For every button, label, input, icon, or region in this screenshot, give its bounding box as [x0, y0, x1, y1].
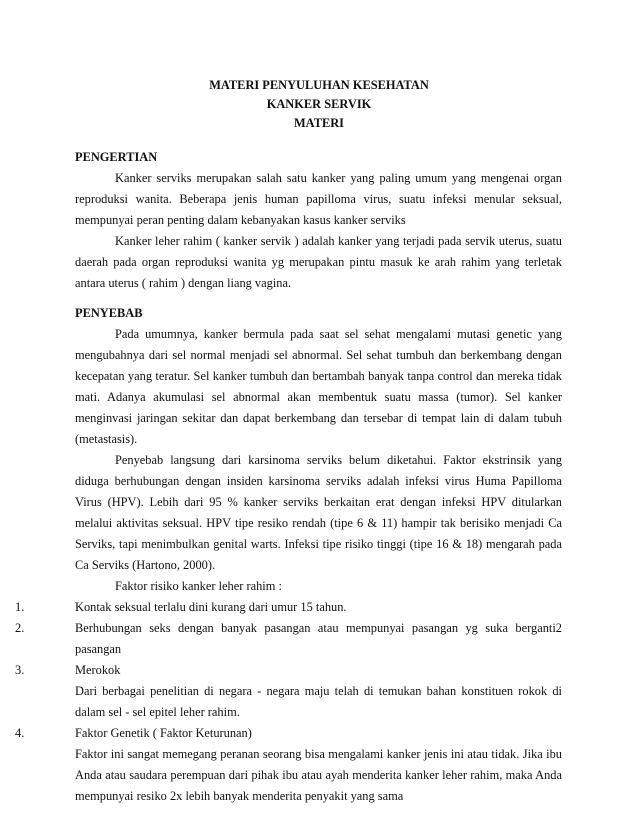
list-item-number: 2.: [15, 621, 25, 635]
list-item-number: 3.: [15, 663, 25, 677]
penyebab-paragraph-2: Penyebab langsung dari karsinoma serviks belum diketahui. Faktor ekstrinsik yang diduga berhubungan dengan insiden karsinoma serviks adalah infeksi virus Huma Papilloma Virus (HPV). Lebih dari 95 % kanker serviks berkaitan erat dengan infeksi HPV ditularkan melalui aktivitas seksual. HPV tipe resiko rendah (tipe 6 & 11) hampir tak berisiko menjadi Ca Serviks, tapi menimbulkan genital warts. Infeksi tipe risiko tinggi (tipe 16 & 18) mengarah pada Ca Serviks (Hartono, 2000).: [75, 453, 562, 572]
section-heading-pengertian: PENGERTIAN: [75, 150, 158, 164]
document-title-block: [0, 76, 638, 133]
pengertian-paragraph-2: Kanker leher rahim ( kanker servik ) adalah kanker yang terjadi pada servik uterus, suatu daerah pada organ reproduksi wanita yg merupakan pintu masuk ke arah rahim yang terletak antara uterus ( rahim ) dengan liang vagina.: [75, 234, 562, 290]
title-line-2: KANKER SERVIK: [266, 97, 372, 111]
risk-factors-intro: Faktor risiko kanker leher rahim :: [115, 579, 282, 593]
title-line-1: MATERI PENYULUHAN KESEHATAN: [209, 78, 429, 92]
section-heading-penyebab: PENYEBAB: [75, 306, 143, 320]
list-item-number: 4.: [15, 726, 25, 740]
list-item-text: Merokok: [75, 663, 121, 677]
list-item: [15, 618, 562, 660]
list-item: [15, 660, 562, 723]
list-item-text: Kontak seksual terlalu dini kurang dari umur 15 tahun.: [75, 600, 347, 614]
title-line-3: MATERI: [293, 116, 345, 130]
list-item-number: 1.: [15, 600, 25, 614]
list-item-detail: Faktor ini sangat memegang peranan seorang bisa mengalami kanker jenis ini atau tidak. Jika ibu Anda atau saudara perempuan dari pihak ibu atau ayah menderita kanker leher rahim, maka Anda mempunyai resiko 2x lebih banyak menderita penyakit yang sama: [75, 747, 562, 803]
list-item-detail: Dari berbagai penelitian di negara - negara maju telah di temukan bahan konstituen rokok di dalam sel - sel epitel leher rahim.: [75, 684, 562, 719]
document-body: [15, 147, 562, 807]
list-item-text: Berhubungan seks dengan banyak pasangan atau mempunyai pasangan yg suka berganti2 pasangan: [75, 621, 562, 656]
penyebab-paragraph-1: Pada umumnya, kanker bermula pada saat sel sehat mengalami mutasi genetic yang mengubahnya dari sel normal menjadi sel abnormal. Sel sehat tumbuh dan berkembang dengan kecepatan yang teratur. Sel kanker tumbuh dan bertambah banyak tanpa control dan mereka tidak mati. Adanya akumulasi sel abnormal akan membentuk suatu massa (tumor). Sel kanker menginvasi jaringan sekitar dan dapat berkembang dan tersebar di tempat lain di dalam tubuh (metastasis).: [75, 327, 562, 446]
list-item: [15, 723, 562, 807]
pengertian-paragraph-1: Kanker serviks merupakan salah satu kanker yang paling umum yang mengenai organ reproduksi wanita. Beberapa jenis human papilloma virus, suatu infeksi menular seksual, mempunyai peran penting dalam kebanyakan kasus kanker serviks: [75, 171, 562, 227]
list-item: [15, 597, 562, 618]
list-item-text: Faktor Genetik ( Faktor Keturunan): [75, 726, 252, 740]
